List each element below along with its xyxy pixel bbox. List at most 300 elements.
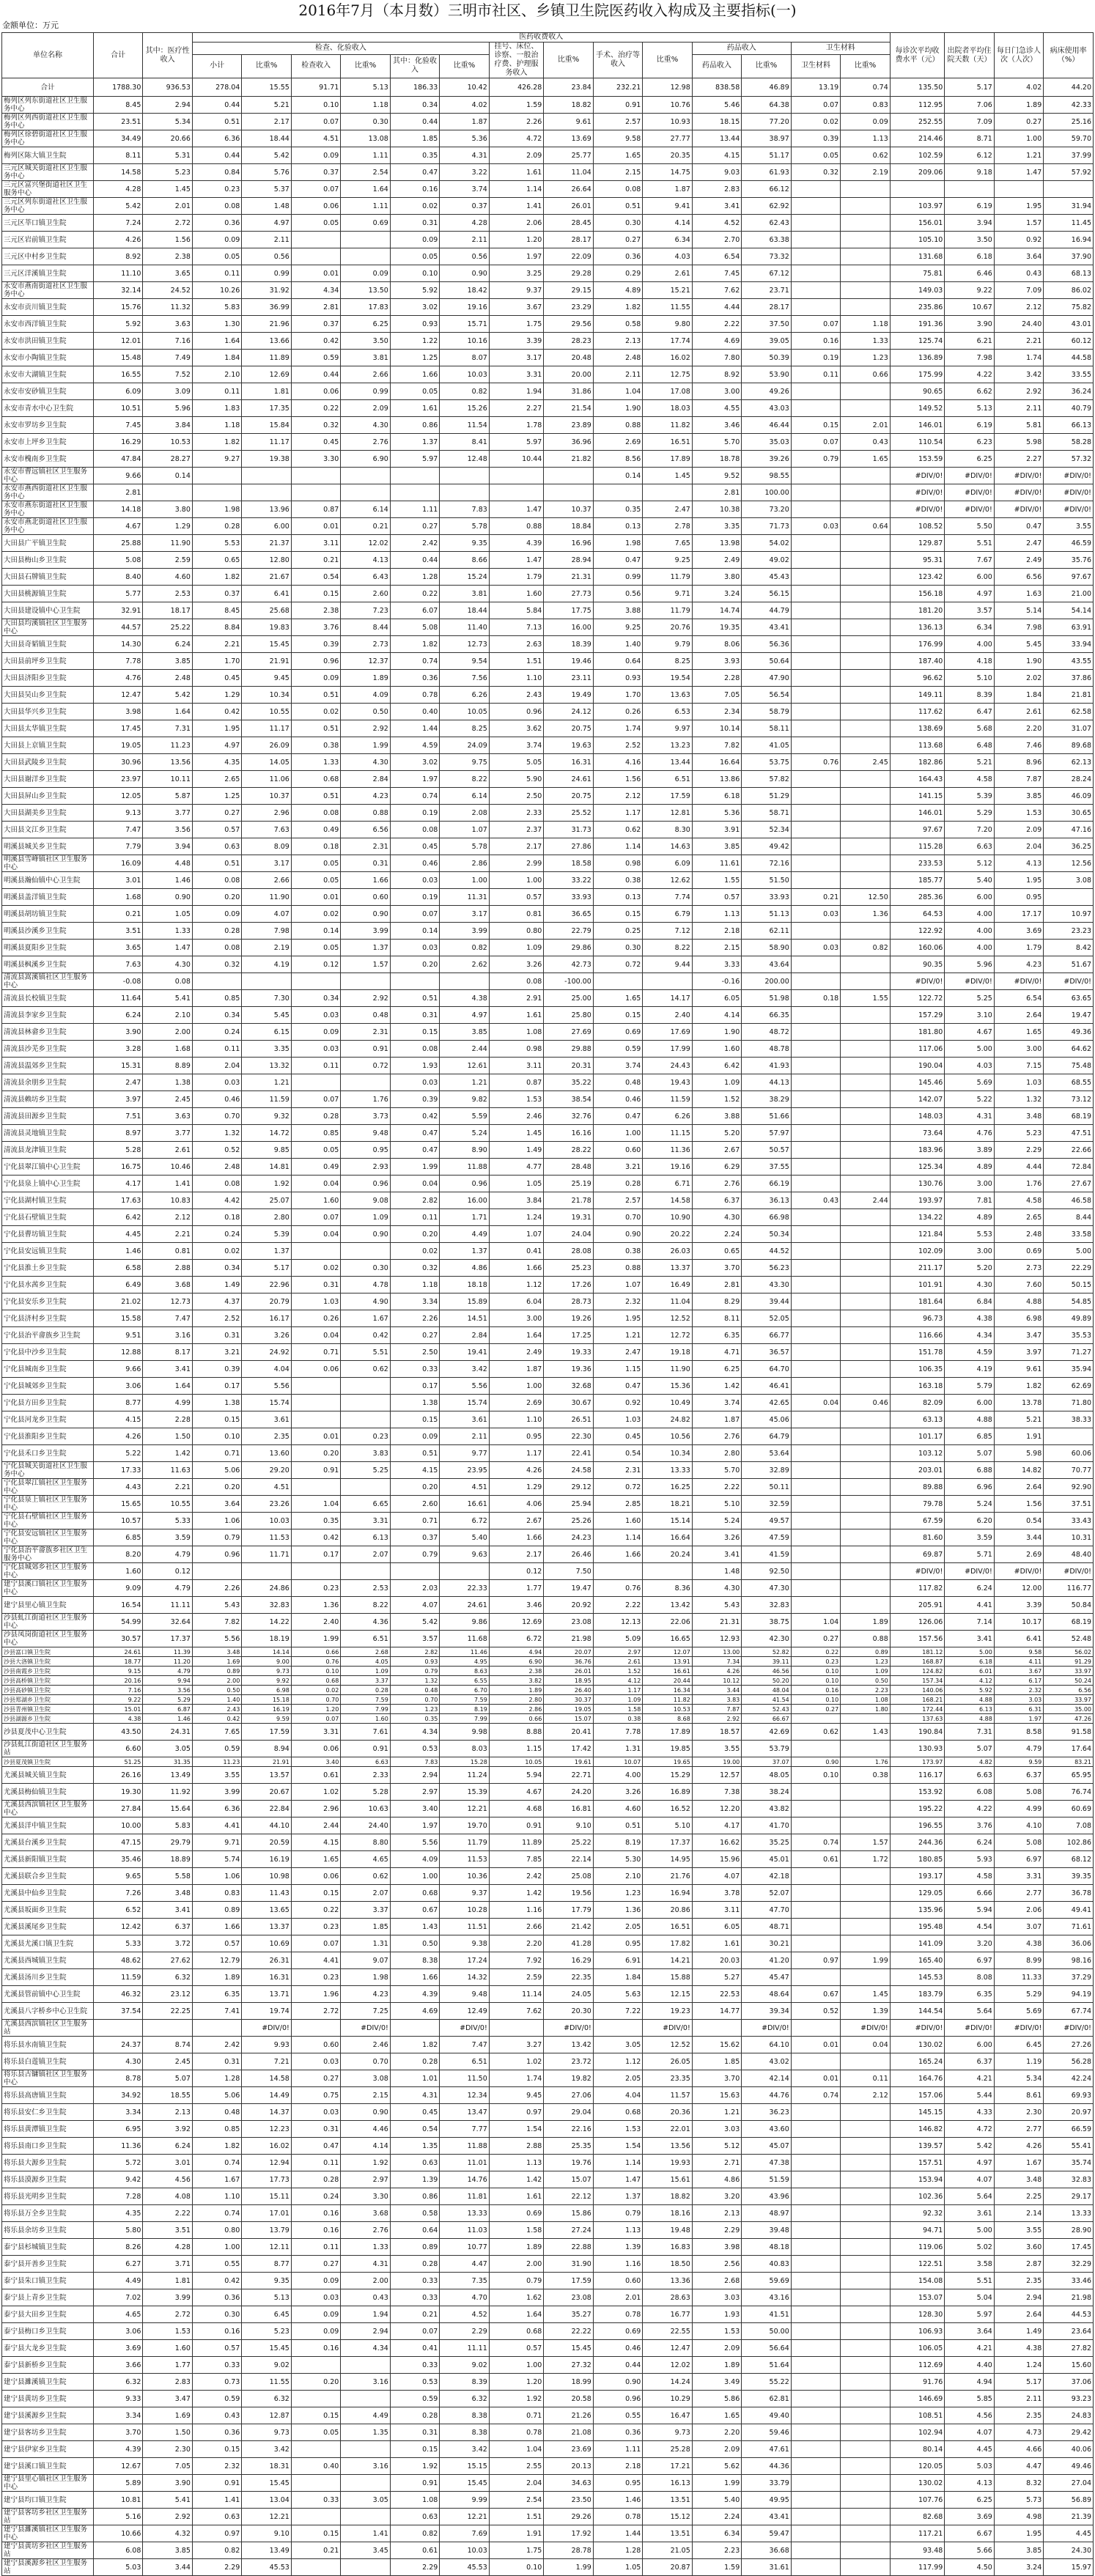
cell: 0.90 bbox=[341, 2104, 390, 2121]
cell: 50.64 bbox=[742, 653, 791, 670]
cell: 0.15 bbox=[291, 2525, 340, 2542]
row-name: 梅列区陈大镇卫生院 bbox=[2, 147, 94, 164]
cell: 14.72 bbox=[242, 1125, 291, 1142]
cell: 11.92 bbox=[143, 1784, 192, 1801]
cell: 12.57 bbox=[692, 1767, 741, 1784]
cell: 4.58 bbox=[945, 1868, 994, 1885]
cell: 15.71 bbox=[440, 316, 489, 333]
table-row bbox=[2, 2374, 1094, 2391]
cell: 15.29 bbox=[643, 1767, 692, 1784]
cell: 1.36 bbox=[593, 1902, 642, 1919]
cell: 2.68 bbox=[692, 2273, 741, 2289]
cell bbox=[841, 2138, 891, 2155]
cell: 20.22 bbox=[643, 1226, 692, 1243]
cell: 0.11 bbox=[291, 2239, 340, 2256]
cell: 56.36 bbox=[742, 636, 791, 653]
row-name: 大田县前坪乡卫生院 bbox=[2, 653, 94, 670]
cell bbox=[791, 636, 840, 653]
cell: 2.12 bbox=[841, 2087, 891, 2104]
cell bbox=[791, 2407, 840, 2424]
cell: 1.61 bbox=[489, 1007, 544, 1024]
cell: 7.30 bbox=[242, 990, 291, 1007]
header-daily-visits: 每日门急诊人次（人次） bbox=[994, 33, 1043, 78]
cell: 0.28 bbox=[192, 518, 241, 535]
cell: 115.28 bbox=[890, 838, 945, 855]
cell: 12.81 bbox=[643, 805, 692, 822]
cell bbox=[841, 1513, 891, 1529]
cell: 156.18 bbox=[890, 586, 945, 602]
cell: 3.17 bbox=[489, 350, 544, 366]
cell: 0.16 bbox=[291, 2340, 340, 2357]
cell: 2.42 bbox=[390, 535, 439, 552]
cell: 13.51 bbox=[643, 2525, 692, 2542]
cell: 0.45 bbox=[291, 434, 340, 451]
row-name: 建宁县溪源乡社区卫生服务站 bbox=[2, 2559, 94, 2576]
cell: 2.20 bbox=[994, 720, 1043, 737]
cell bbox=[791, 1969, 840, 1986]
cell: 2.27 bbox=[489, 400, 544, 417]
row-name: 梅列区列西街道社区卫生服务中心 bbox=[2, 114, 94, 130]
cell: #DIV/0! bbox=[994, 468, 1043, 484]
cell: 0.79 bbox=[192, 1529, 241, 1546]
cell: 17.89 bbox=[643, 451, 692, 468]
cell: 93.23 bbox=[1044, 2391, 1094, 2407]
cell: 0.33 bbox=[390, 2273, 439, 2289]
cell: 5.05 bbox=[489, 754, 544, 771]
cell: 39.35 bbox=[1044, 1868, 1094, 1885]
cell: 0.02 bbox=[390, 198, 439, 215]
table-row bbox=[2, 838, 1094, 855]
cell: 20.24 bbox=[643, 1546, 692, 1563]
cell: 28.48 bbox=[544, 1159, 593, 1176]
cell: 1.15 bbox=[593, 1361, 642, 1378]
cell: 0.15 bbox=[593, 906, 642, 923]
cell: 32.83 bbox=[742, 1597, 791, 1614]
cell: 6.27 bbox=[93, 2256, 142, 2273]
cell: 15.07 bbox=[544, 2171, 593, 2188]
cell bbox=[841, 2053, 891, 2070]
cell: 29.79 bbox=[143, 1834, 192, 1851]
cell: 66.19 bbox=[742, 1176, 791, 1192]
cell bbox=[791, 2205, 840, 2222]
cell: 13.37 bbox=[643, 1260, 692, 1277]
cell: 14.58 bbox=[242, 2070, 291, 2087]
cell: 3.48 bbox=[994, 1108, 1043, 1125]
cell: 1.81 bbox=[242, 383, 291, 400]
cell: 48.97 bbox=[742, 2205, 791, 2222]
cell: 5.27 bbox=[692, 1969, 741, 1986]
cell: 5.79 bbox=[945, 1378, 994, 1395]
cell: 36.65 bbox=[544, 906, 593, 923]
cell: 0.38 bbox=[593, 872, 642, 889]
table-row bbox=[2, 1041, 1094, 1058]
cell: 195.48 bbox=[890, 1919, 945, 1935]
cell: 2.44 bbox=[291, 1817, 340, 1834]
cell: 1.45 bbox=[643, 468, 692, 484]
cell: 2.69 bbox=[593, 434, 642, 451]
cell: 0.07 bbox=[791, 97, 840, 114]
cell: #DIV/0! bbox=[945, 468, 994, 484]
cell: 1.65 bbox=[692, 2407, 741, 2424]
cell: 3.65 bbox=[93, 940, 142, 956]
cell: 0.69 bbox=[593, 1024, 642, 1041]
cell: 0.48 bbox=[390, 1686, 439, 1695]
cell: 1.89 bbox=[192, 1969, 241, 1986]
cell: 3.05 bbox=[341, 2492, 390, 2509]
cell: 7.47 bbox=[93, 822, 142, 838]
cell bbox=[841, 771, 891, 788]
cell: 1.74 bbox=[593, 720, 642, 737]
row-name: 大田县奇韬镇卫生院 bbox=[2, 636, 94, 653]
cell: 2.45 bbox=[143, 2053, 192, 2070]
row-name: 宁化县泉上镇中心卫生院 bbox=[2, 1176, 94, 1192]
cell: 0.15 bbox=[791, 417, 840, 434]
cell bbox=[242, 468, 291, 484]
cell: 0.07 bbox=[291, 114, 340, 130]
cell: 33.55 bbox=[1044, 366, 1094, 383]
cell: 9.99 bbox=[440, 2492, 489, 2509]
cell: 3.84 bbox=[489, 1192, 544, 1209]
cell: 9.44 bbox=[643, 956, 692, 973]
cell: 9.71 bbox=[192, 1834, 241, 1851]
cell: 1.68 bbox=[93, 889, 142, 906]
cell: 5.28 bbox=[93, 1142, 142, 1159]
cell: 10.00 bbox=[93, 1817, 142, 1834]
cell: 1.21 bbox=[692, 2104, 741, 2121]
cell: 1.89 bbox=[489, 2239, 544, 2256]
cell: 8.06 bbox=[692, 636, 741, 653]
cell: 10.76 bbox=[643, 97, 692, 114]
cell bbox=[841, 535, 891, 552]
cell: 2.30 bbox=[143, 2441, 192, 2458]
cell: 0.37 bbox=[390, 1529, 439, 1546]
cell: 62.81 bbox=[742, 2391, 791, 2407]
cell: 0.42 bbox=[341, 1327, 390, 1344]
cell: 20.97 bbox=[1044, 2104, 1094, 2121]
cell: 0.03 bbox=[291, 1041, 340, 1058]
cell: 3.21 bbox=[192, 1344, 241, 1361]
cell: 11.68 bbox=[440, 1631, 489, 1647]
cell: 2.35 bbox=[994, 2407, 1043, 2424]
cell: 4.97 bbox=[440, 1007, 489, 1024]
cell: 0.33 bbox=[390, 2289, 439, 2306]
cell: #DIV/0! bbox=[1044, 973, 1094, 990]
cell bbox=[791, 1176, 840, 1192]
cell: 1.00 bbox=[192, 2239, 241, 2256]
cell: 62.11 bbox=[742, 923, 791, 940]
cell: 10.55 bbox=[242, 704, 291, 720]
table-row bbox=[2, 1676, 1094, 1686]
cell: 3.40 bbox=[390, 1801, 439, 1817]
cell: 4.70 bbox=[440, 2289, 489, 2306]
cell: 0.08 bbox=[291, 805, 340, 822]
cell: 2.45 bbox=[841, 754, 891, 771]
cell: 3.21 bbox=[593, 1159, 642, 1176]
cell: 2.72 bbox=[143, 215, 192, 232]
row-name: 永安市槐南乡卫生院 bbox=[2, 451, 94, 468]
cell: 51.98 bbox=[742, 990, 791, 1007]
cell: 2.76 bbox=[341, 434, 390, 451]
table-row bbox=[2, 923, 1094, 940]
cell: 7.87 bbox=[692, 1705, 741, 1714]
cell: 3.57 bbox=[390, 1631, 439, 1647]
cell: 0.16 bbox=[291, 2205, 340, 2222]
cell: 9.32 bbox=[242, 1108, 291, 1125]
cell: 51.13 bbox=[742, 906, 791, 923]
cell: 35.25 bbox=[742, 1834, 791, 1851]
row-name: 宁化县泉上镇社区卫生服务中心 bbox=[2, 1496, 94, 1513]
cell: 13.51 bbox=[643, 2492, 692, 2509]
cell: 101.91 bbox=[890, 1277, 945, 1293]
cell: 44.76 bbox=[742, 2087, 791, 2104]
cell: 0.90 bbox=[791, 1757, 840, 1767]
table-row bbox=[2, 2509, 1094, 2525]
row-name: 将乐县高唐镇卫生院 bbox=[2, 2087, 94, 2104]
cell: 5.24 bbox=[945, 1496, 994, 1513]
cell bbox=[841, 569, 891, 586]
cell bbox=[791, 2222, 840, 2239]
cell: 15.62 bbox=[692, 2037, 741, 2053]
cell: 285.36 bbox=[890, 889, 945, 906]
cell bbox=[291, 1563, 340, 1580]
cell: 59.47 bbox=[742, 2525, 791, 2542]
table-row bbox=[2, 2070, 1094, 2087]
cell: 8.44 bbox=[1044, 1209, 1094, 1226]
cell: 119.06 bbox=[890, 2239, 945, 2256]
cell: 8.92 bbox=[93, 248, 142, 265]
row-name: 宁化县安远镇社区卫生服务中心 bbox=[2, 1529, 94, 1546]
cell bbox=[791, 468, 840, 484]
cell: 28.94 bbox=[544, 552, 593, 569]
cell bbox=[341, 973, 390, 990]
cell: 2.88 bbox=[143, 1260, 192, 1277]
table-row bbox=[2, 704, 1094, 720]
cell: 0.88 bbox=[489, 518, 544, 535]
cell: 49.95 bbox=[742, 2492, 791, 2509]
cell bbox=[544, 468, 593, 484]
cell bbox=[841, 1445, 891, 1462]
cell: 12.02 bbox=[643, 2357, 692, 2374]
row-name: 尤溪县新阳镇卫生院 bbox=[2, 1851, 94, 1868]
cell: 8.36 bbox=[643, 1580, 692, 1597]
cell: 5.81 bbox=[994, 417, 1043, 434]
cell: 3.67 bbox=[489, 299, 544, 316]
cell: 8.89 bbox=[143, 1058, 192, 1074]
cell: 5.16 bbox=[93, 2509, 142, 2525]
cell: 6.46 bbox=[945, 265, 994, 282]
cell bbox=[791, 1310, 840, 1327]
cell: 0.03 bbox=[390, 872, 439, 889]
cell: 4.30 bbox=[341, 417, 390, 434]
row-name: 宁化县中沙乡卫生院 bbox=[2, 1344, 94, 1361]
cell: 5.84 bbox=[489, 602, 544, 619]
cell: 1.66 bbox=[489, 1260, 544, 1277]
cell bbox=[643, 1563, 692, 1580]
cell: 181.80 bbox=[890, 1024, 945, 1041]
cell bbox=[341, 2475, 390, 2492]
cell bbox=[841, 2458, 891, 2475]
cell bbox=[791, 1058, 840, 1074]
cell: 45.43 bbox=[742, 569, 791, 586]
cell: 0.03 bbox=[291, 1007, 340, 1024]
cell: 0.66 bbox=[841, 366, 891, 383]
table-row bbox=[2, 1757, 1094, 1767]
cell: 6.42 bbox=[93, 1209, 142, 1226]
cell bbox=[841, 1310, 891, 1327]
cell bbox=[841, 1041, 891, 1058]
cell: 1.28 bbox=[390, 569, 439, 586]
cell: 5.51 bbox=[341, 1344, 390, 1361]
cell: 47.84 bbox=[93, 451, 142, 468]
cell: 4.41 bbox=[945, 1597, 994, 1614]
cell: 13.78 bbox=[994, 1395, 1043, 1411]
cell: 9.37 bbox=[440, 1885, 489, 1902]
cell: 1.28 bbox=[593, 2542, 642, 2559]
cell: 3.48 bbox=[994, 2171, 1043, 2188]
cell: 51.50 bbox=[742, 872, 791, 889]
row-name: 永安市曹远镇社区卫生服务中心 bbox=[2, 468, 94, 484]
cell bbox=[841, 484, 891, 501]
cell: 5.72 bbox=[93, 2155, 142, 2171]
cell bbox=[841, 1885, 891, 1902]
table-row bbox=[2, 1784, 1094, 1801]
cell bbox=[440, 468, 489, 484]
row-name: 大田县梅山乡卫生院 bbox=[2, 552, 94, 569]
table-row bbox=[2, 737, 1094, 754]
cell: 20.87 bbox=[643, 2559, 692, 2576]
cell: 36.25 bbox=[1044, 838, 1094, 855]
cell: 5.78 bbox=[440, 518, 489, 535]
table-row bbox=[2, 2458, 1094, 2475]
cell: 38.75 bbox=[742, 1614, 791, 1631]
cell: 10.93 bbox=[643, 114, 692, 130]
cell: 0.54 bbox=[593, 1445, 642, 1462]
header-lab: 其中：化验收入 bbox=[390, 54, 439, 78]
cell: 17.73 bbox=[242, 2171, 291, 2188]
cell: 1.67 bbox=[341, 1310, 390, 1327]
cell bbox=[390, 2020, 439, 2037]
cell: 2.53 bbox=[341, 1580, 390, 1597]
cell: 1.66 bbox=[192, 1919, 241, 1935]
cell: 11.79 bbox=[643, 602, 692, 619]
cell: 2.38 bbox=[291, 602, 340, 619]
cell: 1.60 bbox=[489, 586, 544, 602]
cell: 14.82 bbox=[994, 1462, 1043, 1479]
cell: 17.17 bbox=[994, 906, 1043, 923]
cell: 1.89 bbox=[994, 97, 1043, 114]
cell: 1.14 bbox=[593, 838, 642, 855]
cell: 3.42 bbox=[994, 366, 1043, 383]
cell: 0.16 bbox=[791, 333, 840, 350]
cell: 5.70 bbox=[692, 434, 741, 451]
cell: 1.13 bbox=[489, 2155, 544, 2171]
cell: 4.34 bbox=[945, 1327, 994, 1344]
cell: 3.41 bbox=[143, 1902, 192, 1919]
cell bbox=[192, 1563, 241, 1580]
cell: 19.36 bbox=[544, 1361, 593, 1378]
cell: 37.55 bbox=[742, 1159, 791, 1176]
cell: 9.25 bbox=[643, 552, 692, 569]
cell: 0.42 bbox=[291, 1529, 340, 1546]
row-name: 大田县文江乡卫生院 bbox=[2, 822, 94, 838]
cell: 5.08 bbox=[93, 552, 142, 569]
cell: 75.48 bbox=[1044, 1058, 1094, 1074]
cell: 10.34 bbox=[643, 1445, 692, 1462]
cell: 29.04 bbox=[544, 2104, 593, 2121]
cell: 2.22 bbox=[692, 1479, 741, 1496]
cell: 2.54 bbox=[489, 2492, 544, 2509]
cell: 0.15 bbox=[291, 1885, 340, 1902]
cell: 4.26 bbox=[93, 232, 142, 248]
cell: 4.35 bbox=[192, 754, 241, 771]
cell: 51.59 bbox=[742, 2171, 791, 2188]
cell: 11.59 bbox=[93, 1969, 142, 1986]
cell: 11.40 bbox=[440, 619, 489, 636]
cell: 24.82 bbox=[643, 1411, 692, 1428]
cell: 1.99 bbox=[390, 1159, 439, 1176]
cell: 0.23 bbox=[192, 181, 241, 198]
cell: 2.61 bbox=[593, 1657, 642, 1667]
cell: 32.89 bbox=[742, 1462, 791, 1479]
cell: 0.08 bbox=[192, 198, 241, 215]
cell: 2.80 bbox=[242, 1209, 291, 1226]
cell: 137.63 bbox=[890, 1714, 945, 1724]
cell: 0.59 bbox=[192, 1741, 241, 1757]
cell: 3.55 bbox=[994, 2222, 1043, 2239]
row-name: 宁化县安乐乡卫生院 bbox=[2, 1293, 94, 1310]
cell: 13.56 bbox=[643, 2138, 692, 2155]
cell: 1788.30 bbox=[93, 78, 142, 97]
cell: 3.30 bbox=[291, 451, 340, 468]
cell: -100.00 bbox=[544, 973, 593, 990]
cell: 53.64 bbox=[742, 1445, 791, 1462]
cell: 9.38 bbox=[440, 1935, 489, 1952]
cell: 0.14 bbox=[593, 468, 642, 484]
cell: 8.44 bbox=[341, 619, 390, 636]
cell: 1.80 bbox=[841, 1705, 891, 1714]
cell: 1.57 bbox=[341, 956, 390, 973]
row-name: 大田县湖美乡卫生院 bbox=[2, 805, 94, 822]
cell: 1.75 bbox=[489, 2542, 544, 2559]
cell: 1.42 bbox=[489, 1885, 544, 1902]
cell bbox=[841, 1361, 891, 1378]
cell: 16.00 bbox=[544, 619, 593, 636]
cell bbox=[791, 2492, 840, 2509]
cell: 2.06 bbox=[994, 1902, 1043, 1919]
cell: 19.23 bbox=[643, 2003, 692, 2020]
cell: 25.16 bbox=[1044, 114, 1094, 130]
cell: 6.54 bbox=[994, 990, 1043, 1007]
cell: 0.62 bbox=[791, 1724, 840, 1741]
cell: 21.00 bbox=[1044, 586, 1094, 602]
cell: 1.16 bbox=[489, 1902, 544, 1919]
cell: 5.29 bbox=[994, 1986, 1043, 2003]
cell: 1.66 bbox=[593, 1546, 642, 1563]
cell bbox=[841, 2441, 891, 2458]
table-row bbox=[2, 1277, 1094, 1293]
cell: 4.15 bbox=[692, 147, 741, 164]
cell bbox=[791, 1479, 840, 1496]
cell: 1.92 bbox=[390, 2458, 439, 2475]
cell: 9.37 bbox=[489, 282, 544, 299]
cell: 5.22 bbox=[93, 1445, 142, 1462]
cell: 0.90 bbox=[341, 906, 390, 923]
cell: 4.15 bbox=[390, 1462, 439, 1479]
cell: 75.81 bbox=[890, 265, 945, 282]
cell: 91.29 bbox=[1044, 1657, 1094, 1667]
header-service: 挂号、床位、诊察、一般治疗费、护理服务收入 bbox=[489, 43, 544, 78]
cell: 9.80 bbox=[643, 316, 692, 333]
